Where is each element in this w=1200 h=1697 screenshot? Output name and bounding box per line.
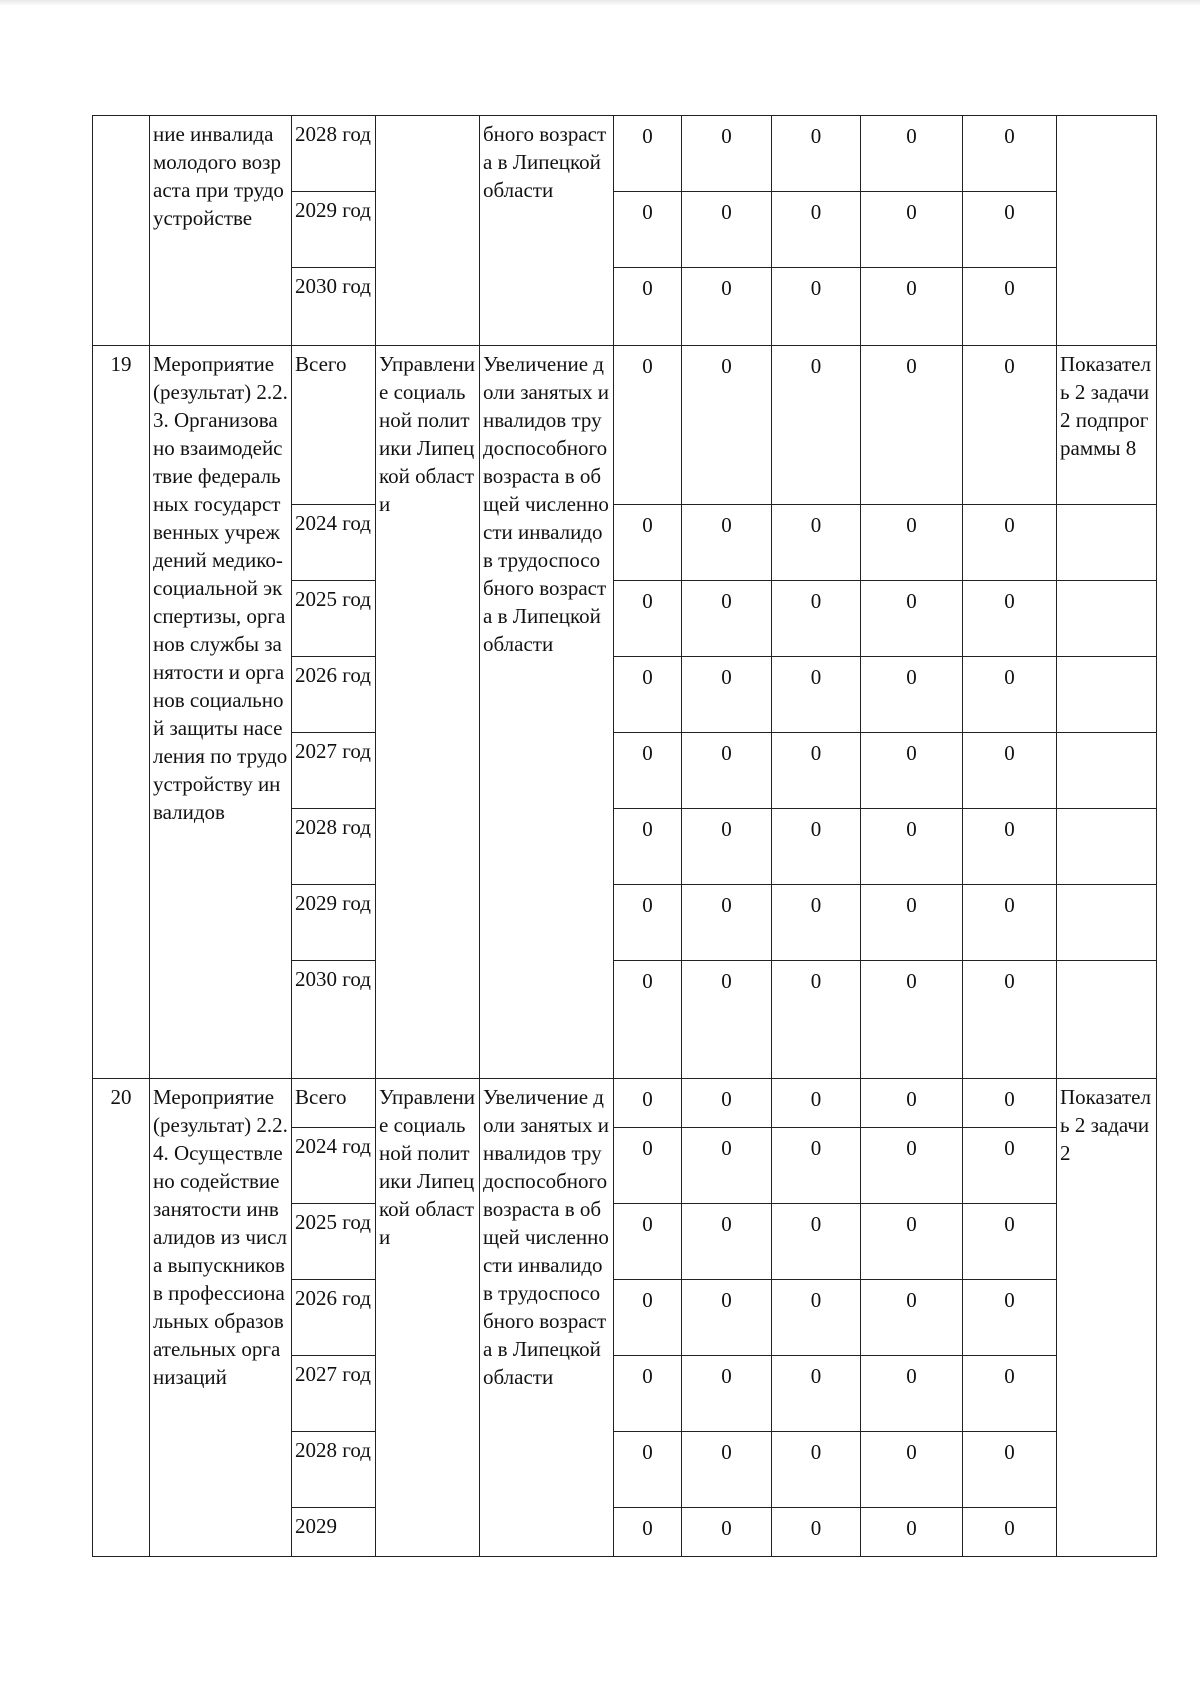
value-cell: 0 [772,733,861,809]
responsible-executor [376,116,480,346]
value-cell: 0 [772,505,861,581]
value-cell: 0 [772,1356,861,1432]
value-cell: 0 [682,581,772,657]
value-cell: 0 [861,1508,963,1557]
indicator-empty [1057,733,1157,809]
value-cell: 0 [682,192,772,268]
value-cell: 0 [772,268,861,346]
value-cell: 0 [682,505,772,581]
value-cell: 0 [861,1432,963,1508]
value-cell: 0 [682,346,772,505]
value-cell: 0 [861,192,963,268]
value-cell: 0 [772,1280,861,1356]
value-cell: 0 [772,116,861,192]
value-cell: 0 [963,885,1057,961]
period-cell: 2030 год [292,268,376,346]
indicator-empty [1057,581,1157,657]
indicator-empty [1057,505,1157,581]
period-cell: 2026 год [292,657,376,733]
value-cell: 0 [772,581,861,657]
value-cell: 0 [963,1508,1057,1557]
value-cell: 0 [682,1079,772,1128]
value-cell: 0 [682,268,772,346]
value-cell: 0 [682,657,772,733]
value-cell: 0 [682,885,772,961]
responsible-executor: Управление социальной политики Липецкой области [376,346,480,1079]
indicator-empty [1057,961,1157,1079]
period-cell: 2029 [292,1508,376,1557]
value-cell: 0 [963,961,1057,1079]
value-cell: 0 [861,1204,963,1280]
value-cell: 0 [963,346,1057,505]
table-row [93,346,1157,505]
value-cell: 0 [682,1508,772,1557]
value-cell: 0 [772,809,861,885]
period-cell: Всего [292,1079,376,1128]
indicator-link [1057,116,1157,346]
row-number [93,116,150,346]
value-cell: 0 [963,733,1057,809]
expected-result: бного возраста в Липецкой области [480,116,614,346]
value-cell: 0 [963,192,1057,268]
measures-table [92,115,1157,1557]
value-cell: 0 [861,505,963,581]
value-cell: 0 [614,961,682,1079]
value-cell: 0 [614,733,682,809]
value-cell: 0 [963,1432,1057,1508]
value-cell: 0 [861,1356,963,1432]
value-cell: 0 [861,657,963,733]
period-cell: 2025 год [292,581,376,657]
table-body [93,116,1157,1557]
value-cell: 0 [963,1128,1057,1204]
value-cell: 0 [682,961,772,1079]
value-cell: 0 [963,809,1057,885]
period-cell: 2029 год [292,192,376,268]
period-cell: 2025 год [292,1204,376,1280]
expected-result: Увеличение доли занятых инвалидов трудоспособного возраста в общей численности инвалидов трудоспособного возраста в Липецкой области [480,346,614,1079]
value-cell: 0 [772,961,861,1079]
value-cell: 0 [772,1128,861,1204]
value-cell: 0 [772,192,861,268]
value-cell: 0 [682,1128,772,1204]
value-cell: 0 [861,581,963,657]
measure-name: ние инвалида молодого возраста при трудоустройстве [150,116,292,346]
period-cell: 2028 год [292,116,376,192]
value-cell: 0 [614,1128,682,1204]
row-number: 20 [93,1079,150,1557]
value-cell: 0 [963,1356,1057,1432]
value-cell: 0 [614,885,682,961]
value-cell: 0 [682,1280,772,1356]
period-cell: 2030 год [292,961,376,1079]
value-cell: 0 [963,268,1057,346]
period-cell: 2027 год [292,1356,376,1432]
value-cell: 0 [861,1280,963,1356]
value-cell: 0 [614,505,682,581]
indicator-empty [1057,657,1157,733]
value-cell: 0 [963,1079,1057,1128]
measure-name: Мероприятие (результат) 2.2.4. Осуществлено содействие занятости инвалидов из числа выпускников в профессиональных образовательных организаций [150,1079,292,1557]
value-cell: 0 [861,1128,963,1204]
responsible-executor: Управление социальной политики Липецкой области [376,1079,480,1557]
period-cell: 2028 год [292,809,376,885]
period-cell: 2026 год [292,1280,376,1356]
value-cell: 0 [614,268,682,346]
value-cell: 0 [963,1204,1057,1280]
value-cell: 0 [772,346,861,505]
value-cell: 0 [614,192,682,268]
value-cell: 0 [963,657,1057,733]
value-cell: 0 [861,809,963,885]
value-cell: 0 [614,1508,682,1557]
measure-name: Мероприятие (результат) 2.2.3. Организовано взаимодействие федеральных государственных учреждений медико-социальной экспертизы, органов службы занятости и органов социальной защиты населения по трудоустройству инвалидов [150,346,292,1079]
value-cell: 0 [614,1356,682,1432]
value-cell: 0 [963,1280,1057,1356]
value-cell: 0 [861,1079,963,1128]
row-number: 19 [93,346,150,1079]
expected-result: Увеличение доли занятых инвалидов трудоспособного возраста в общей численности инвалидов трудоспособного возраста в Липецкой области [480,1079,614,1557]
value-cell: 0 [772,1432,861,1508]
value-cell: 0 [682,733,772,809]
value-cell: 0 [772,1204,861,1280]
period-cell: 2028 год [292,1432,376,1508]
value-cell: 0 [861,733,963,809]
indicator-empty [1057,809,1157,885]
indicator-empty [1057,885,1157,961]
value-cell: 0 [682,809,772,885]
value-cell: 0 [963,581,1057,657]
value-cell: 0 [772,657,861,733]
value-cell: 0 [614,116,682,192]
period-cell: 2024 год [292,1128,376,1204]
value-cell: 0 [682,116,772,192]
value-cell: 0 [861,885,963,961]
value-cell: 0 [614,1204,682,1280]
value-cell: 0 [861,116,963,192]
period-cell: 2029 год [292,885,376,961]
value-cell: 0 [682,1432,772,1508]
period-cell: Всего [292,346,376,505]
period-cell: 2024 год [292,505,376,581]
value-cell: 0 [614,346,682,505]
value-cell: 0 [861,961,963,1079]
indicator-link: Показатель 2 задачи 2 подпрограммы 8 [1057,346,1157,505]
value-cell: 0 [682,1204,772,1280]
table-row [93,116,1157,192]
value-cell: 0 [963,505,1057,581]
table-row [93,1079,1157,1128]
value-cell: 0 [614,581,682,657]
value-cell: 0 [861,268,963,346]
indicator-link: Показатель 2 задачи 2 [1057,1079,1157,1557]
value-cell: 0 [963,116,1057,192]
value-cell: 0 [614,1280,682,1356]
value-cell: 0 [772,885,861,961]
value-cell: 0 [861,346,963,505]
value-cell: 0 [614,1079,682,1128]
value-cell: 0 [614,809,682,885]
value-cell: 0 [614,1432,682,1508]
value-cell: 0 [682,1356,772,1432]
value-cell: 0 [614,657,682,733]
value-cell: 0 [772,1079,861,1128]
value-cell: 0 [772,1508,861,1557]
period-cell: 2027 год [292,733,376,809]
scan-edge [0,0,1200,6]
